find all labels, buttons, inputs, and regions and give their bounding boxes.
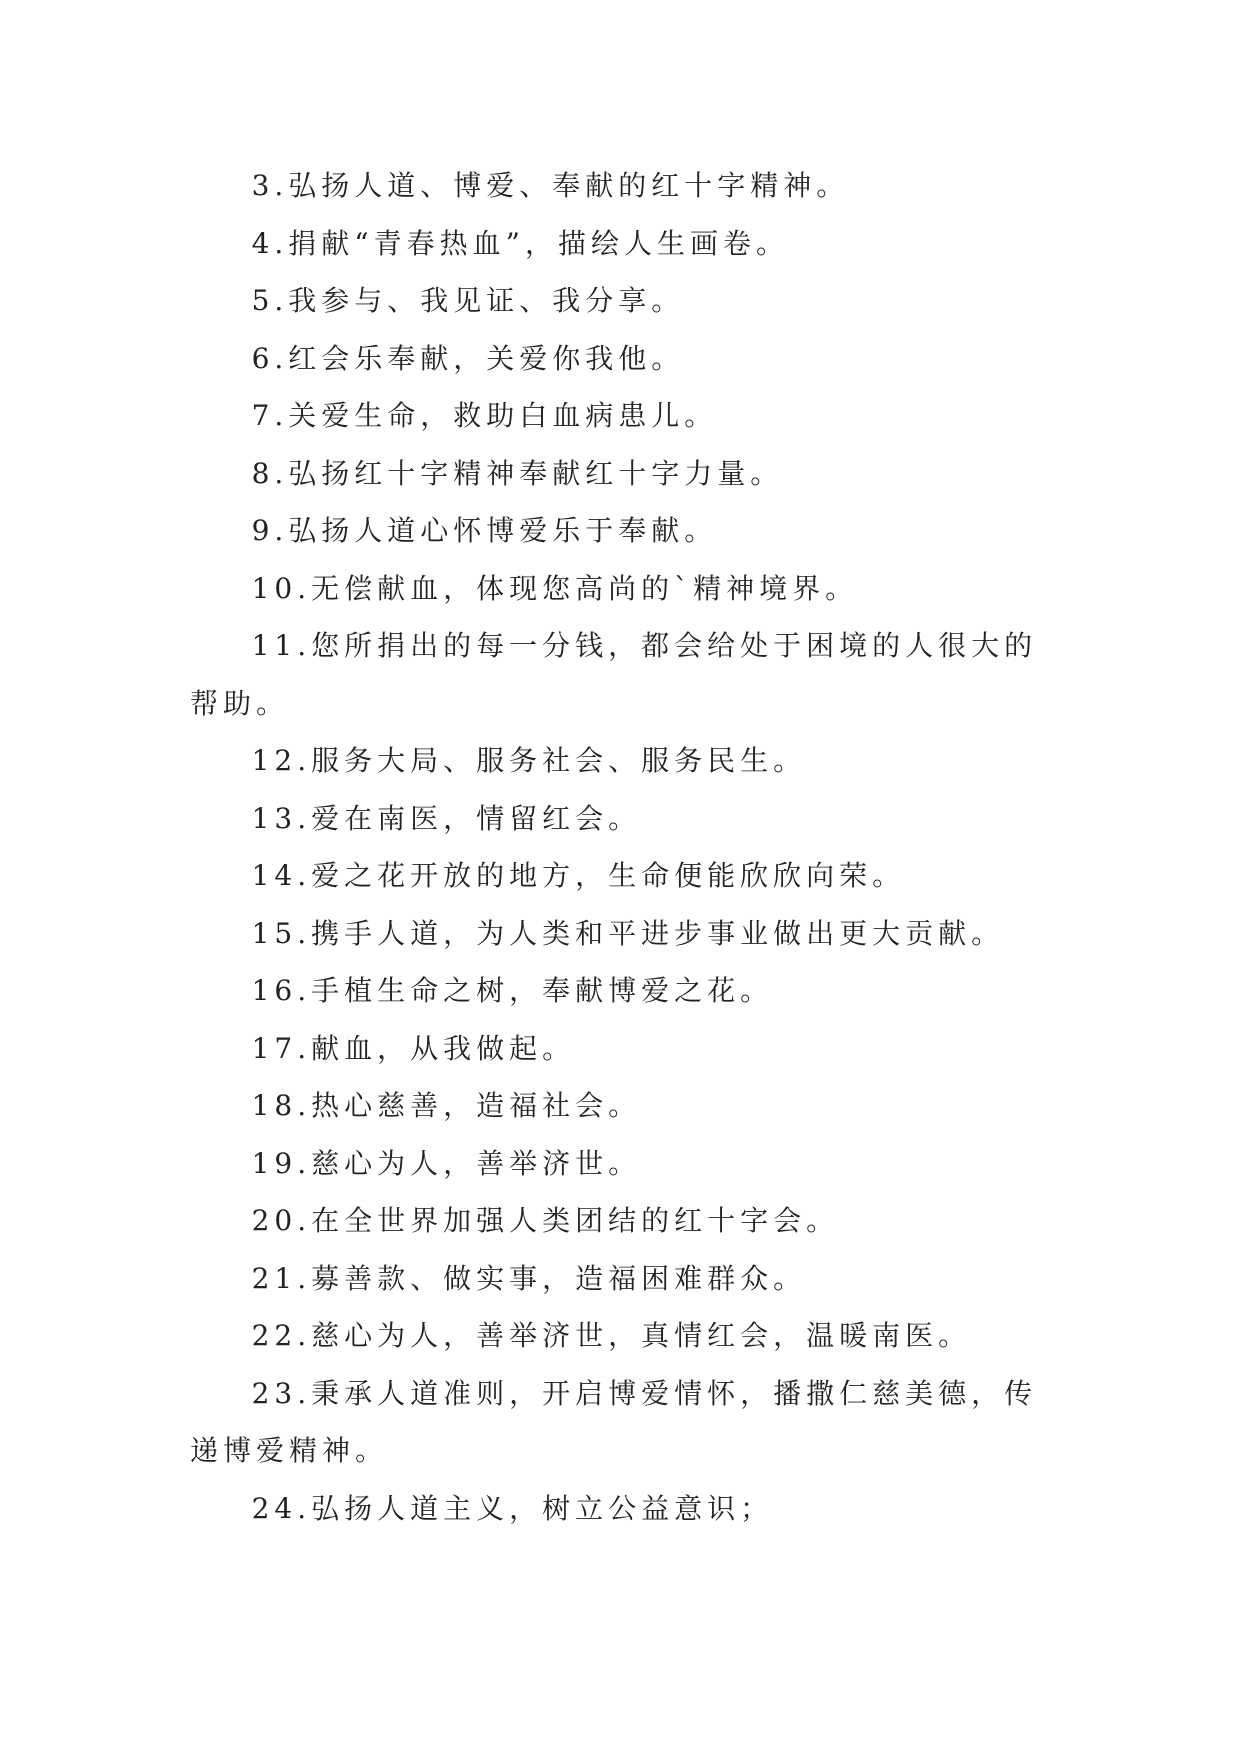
list-item: 20.在全世界加强人类团结的红十字会。 [251, 1204, 840, 1237]
list-item: 3.弘扬人道、博爱、奉献的红十字精神。 [251, 169, 850, 202]
list-item: 5.我参与、我见证、我分享。 [251, 284, 685, 317]
list-item: 12.服务大局、服务社会、服务民生。 [251, 744, 807, 777]
list-item: 22.慈心为人，善举济世，真情红会，温暖南医。 [251, 1319, 972, 1352]
list-item: 21.募善款、做实事，造福困难群众。 [251, 1261, 807, 1295]
list-item: 11.您所捐出的每一分钱，都会给处于困境的人很大的帮助。 [190, 629, 1038, 720]
list-item: 9.弘扬人道心怀博爱乐于奉献。 [251, 514, 718, 547]
list-item: 8.弘扬红十字精神奉献红十字力量。 [251, 456, 784, 490]
list-item: 18.热心慈善，造福社会。 [251, 1089, 642, 1122]
list-item: 24.弘扬人道主义，树立公益意识； [251, 1491, 774, 1525]
list-item: 14.爱之花开放的地方，生命便能欣欣向荣。 [251, 859, 906, 892]
list-item: 13.爱在南医，情留红会。 [251, 801, 642, 835]
list-item: 7.关爱生命，救助白血病患儿。 [251, 399, 718, 432]
list-item: 16.手植生命之树，奉献博爱之花。 [251, 974, 774, 1007]
document-body [190, 157, 1052, 1537]
list-item: 10.无偿献血，体现您高尚的`精神境界。 [251, 571, 859, 605]
list-item: 17.献血，从我做起。 [251, 1031, 576, 1065]
list-item: 15.携手人道，为人类和平进步事业做出更大贡献。 [251, 916, 1005, 950]
list-item: 23.秉承人道准则，开启博爱情怀，播撒仁慈美德，传递博爱精神。 [190, 1376, 1038, 1467]
list-item: 19.慈心为人，善举济世。 [251, 1146, 642, 1180]
list-item: 4.捐献“青春热血”，描绘人生画卷。 [251, 226, 789, 260]
list-item: 6.红会乐奉献，关爱你我他。 [251, 341, 685, 375]
